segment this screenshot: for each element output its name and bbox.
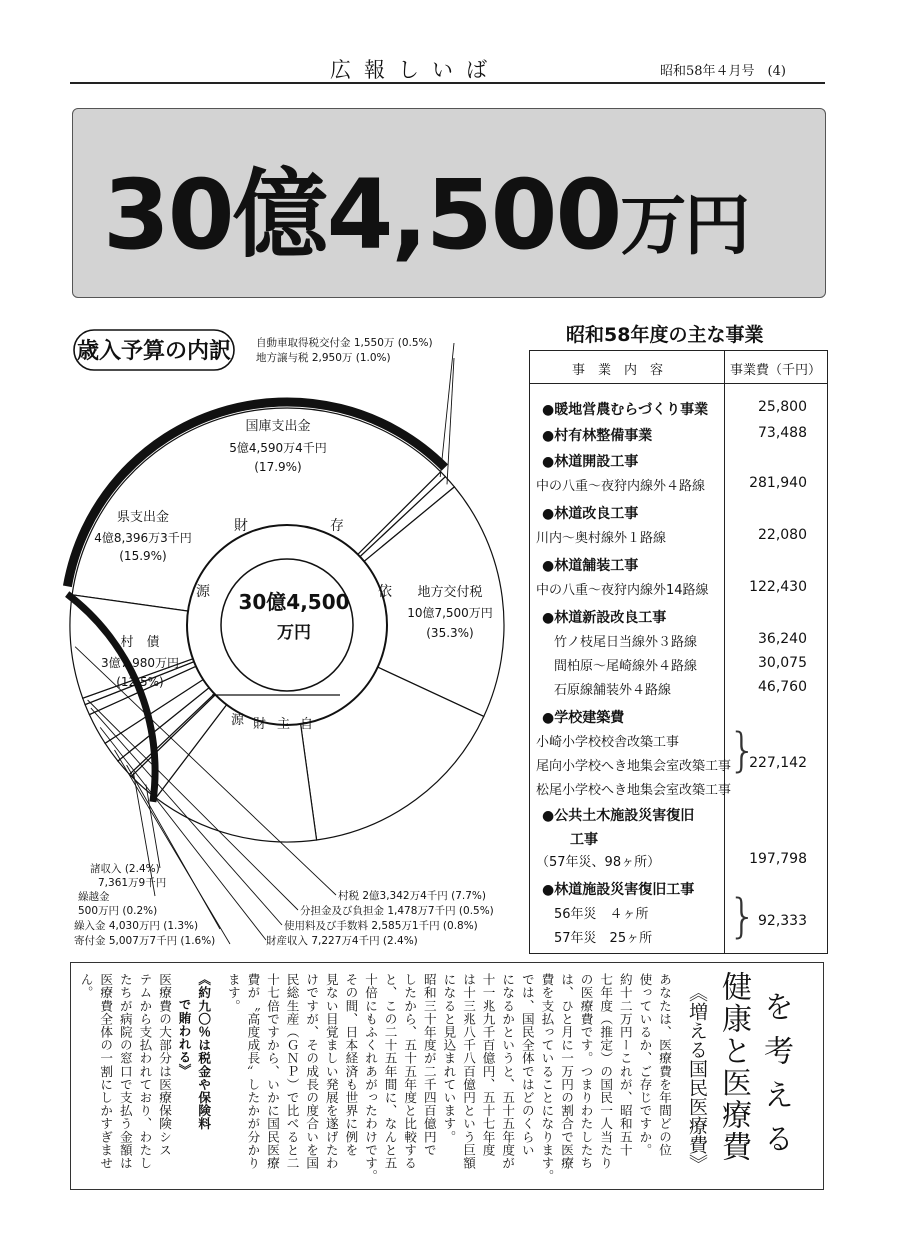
- article-subtitle: 《増える国民医療費》: [686, 983, 708, 1173]
- article-column-6: 費を支払っていることになります。: [539, 973, 555, 1183]
- issue-info: 昭和58年４月号 (4): [660, 64, 786, 79]
- article-column-20: 十七倍ですから、いかに国民医療: [265, 973, 280, 1170]
- ring-dep-2: 存: [330, 518, 344, 534]
- project-row-14: 尾向小学校へき地集会室改築工事: [536, 759, 732, 774]
- label-sai-name: 村 債: [120, 635, 160, 650]
- project-amount-18: 197,798: [749, 851, 807, 867]
- callout-shoshu-2: 7,361万9千円: [98, 877, 167, 889]
- project-row-11: 石原線舗装外４路線: [554, 683, 672, 698]
- budget-total-amount: [103, 139, 748, 276]
- label-ken-pct: (15.9%): [119, 549, 167, 563]
- projects-table-header: [530, 351, 827, 384]
- table-column-divider: [724, 351, 725, 953]
- ring-own-4: 源: [231, 713, 245, 728]
- col-content-header: 事 業 内 容: [572, 363, 664, 378]
- budget-amount-main: 30億4,500: [103, 159, 621, 271]
- pie-center-unit: 万円: [277, 623, 311, 643]
- callout-kurikoshi-1: 繰越金: [78, 891, 110, 903]
- callout-line-1: [440, 343, 454, 477]
- label-chiho-pct: (35.3%): [426, 626, 474, 640]
- ring-own-3: 財: [253, 717, 267, 732]
- pie-center-total: 30億4,500: [238, 590, 350, 614]
- article-column-28: 医療費全体の一割にしかすぎませ: [98, 973, 114, 1170]
- callout-sonzei: 村税 2億3,342万4千円 (7.7%): [338, 890, 486, 902]
- article-column-18: けですが、その成長の度合いを国: [304, 973, 320, 1170]
- project-amount-7: 122,430: [749, 579, 807, 595]
- callout-kurikoshi-2: 500万円 (0.2%): [78, 905, 158, 917]
- label-kokko-amount: 5億4,590万4千円: [229, 441, 327, 455]
- article-column-7: では、国民全体ではどのくらい: [519, 973, 535, 1157]
- project-row-7: 中の八重～夜狩内線外14路線: [536, 583, 709, 598]
- newsletter-title: 広報しいば: [330, 58, 500, 82]
- article-column-23: 《約九〇％は税金や保険料: [196, 973, 212, 1131]
- budget-banner: [72, 108, 826, 298]
- ring-dep-3: 財: [234, 518, 248, 534]
- project-row-9: 竹ノ枝尾日当線外３路線: [554, 635, 698, 650]
- project-row-16: ●公共土木施設災害復旧: [542, 808, 695, 824]
- project-amount-11: 46,760: [758, 679, 807, 695]
- project-row-21: 57年災 25ヶ所: [554, 931, 653, 946]
- project-row-12: ●学校建築費: [542, 710, 625, 726]
- callout-kifu: 寄付金 5,007万7千円 (1.6%): [74, 935, 216, 947]
- article-column-11: になると見込まれています。: [441, 973, 457, 1144]
- callout-jidosha: 自動車取得税交付金 1,550万 (0.5%): [256, 337, 433, 349]
- project-row-15: 松尾小学校へき地集会室改築工事: [536, 783, 732, 798]
- article-column-26: テムから支払われており、わたし: [137, 973, 153, 1170]
- ring-dep-4: 源: [196, 584, 210, 600]
- project-amount-0: 25,800: [758, 399, 807, 415]
- project-amount-1: 73,488: [758, 425, 807, 441]
- label-sai-amount: 3億7,980万円: [101, 656, 179, 670]
- project-row-2: ●林道開設工事: [542, 454, 639, 470]
- article-column-4: の医療費です。つまりわたしたち: [578, 973, 594, 1170]
- article-column-5: は、ひと月に一万円の割合で医療: [559, 973, 574, 1170]
- article-column-9: 十一兆九千百億円、五十七年度: [480, 973, 496, 1157]
- projects-table: [529, 350, 828, 954]
- article-column-3: 七年度（推定）の国民一人当たり: [598, 973, 614, 1170]
- project-row-3: 中の八重～夜狩内線外４路線: [536, 479, 706, 494]
- header-rule: [70, 82, 825, 84]
- project-row-17: 工事: [570, 832, 598, 848]
- project-row-4: ●林道改良工事: [542, 506, 639, 522]
- label-chiho-name: 地方交付税: [417, 585, 483, 600]
- project-row-18: （57年災、98ヶ所）: [536, 855, 661, 870]
- article-column-14: と、この二十五年間に、なんと五: [382, 973, 398, 1170]
- project-row-20: 56年災 ４ヶ所: [554, 907, 649, 922]
- label-ken-amount: 4億8,396万3千円: [94, 531, 192, 545]
- article-column-16: その間、日本経済も世界に例を: [343, 973, 359, 1157]
- brace-school: }: [728, 723, 758, 777]
- article-column-17: 見ない目覚ましい発展を遂げたわ: [323, 973, 339, 1170]
- revenue-pie-chart: [0, 300, 530, 960]
- project-amount-9: 36,240: [758, 631, 807, 647]
- project-amount-14: 227,142: [749, 755, 807, 771]
- label-kokko-pct: (17.9%): [254, 460, 302, 474]
- revenue-heading: 歳入予算の内訳: [76, 339, 232, 364]
- project-row-6: ●林道舗装工事: [542, 558, 639, 574]
- article-column-13: したから、五十五年度と比較する: [402, 973, 418, 1170]
- project-row-1: ●村有林整備事業: [542, 428, 653, 444]
- article-column-12: 昭和三十年度が二千四百億円で: [421, 973, 437, 1157]
- health-article: [70, 962, 824, 1190]
- callout-futan: 分担金及び負担金 1,478万7千円 (0.5%): [300, 905, 494, 917]
- article-column-0: あなたは、医療費を年間どの位: [657, 973, 672, 1157]
- callout-kurinyu: 繰入金 4,030万円 (1.3%): [74, 920, 199, 932]
- project-amount-10: 30,075: [758, 655, 807, 671]
- project-row-19: ●林道施設災害復旧工事: [542, 882, 695, 898]
- article-column-19: 民総生産（ＧＮＰ）で比べると二: [284, 973, 300, 1170]
- article-column-22: ます。: [225, 973, 241, 1013]
- ring-own-1: 自: [300, 717, 314, 732]
- article-column-24: で賄われる》: [176, 985, 192, 1077]
- article-column-15: 十倍にもふくれあがったわけです。: [363, 973, 378, 1183]
- projects-title: 昭和58年度の主な事業: [566, 324, 764, 346]
- project-row-8: ●林道新設改良工事: [542, 610, 667, 626]
- article-column-21: 費が〝高度成長〟したかが分かり: [245, 973, 261, 1170]
- ring-own-2: 主: [277, 717, 291, 732]
- ring-dep-1: 依: [378, 584, 392, 600]
- article-title-1: 健康と医療費: [716, 971, 751, 1163]
- article-column-25: 医療費の大部分は医療保険シス: [157, 973, 172, 1157]
- label-kokko-name: 国庫支出金: [245, 419, 311, 434]
- callout-zaisan: 財産収入 7,227万4千円 (2.4%): [266, 935, 418, 947]
- article-column-10: は十三兆八千八百億円という巨額: [461, 973, 476, 1170]
- col-cost-header: 事業費（千円）: [730, 363, 822, 378]
- project-row-13: 小崎小学校校舎改築工事: [536, 735, 680, 750]
- article-column-29: ん。: [78, 973, 94, 1000]
- label-sai-pct: (12.5%): [116, 675, 164, 689]
- article-column-8: になるかというと、五十五年度が: [500, 973, 516, 1170]
- project-amount-5: 22,080: [758, 527, 807, 543]
- article-title-2: を考える: [758, 991, 793, 1167]
- project-row-5: 川内～奥村線外１路線: [536, 531, 667, 546]
- project-row-0: ●暖地営農むらづくり事業: [542, 402, 709, 418]
- article-column-1: 使っているか、ご存じですか。: [637, 973, 653, 1157]
- callout-shoshu-1: 諸収入 (2.4%): [90, 863, 160, 875]
- label-chiho-amount: 10億7,500万円: [407, 606, 493, 620]
- project-row-10: 間柏原～尾崎線外４路線: [554, 659, 698, 674]
- budget-amount-unit: 万円: [620, 187, 749, 264]
- callout-joyo: 地方譲与税 2,950万 (1.0%): [256, 352, 391, 364]
- callout-shiyo: 使用料及び手数料 2,585万1千円 (0.8%): [284, 920, 478, 932]
- article-column-27: たちが病院の窓口で支払う金額は: [117, 973, 133, 1170]
- label-ken-name: 県支出金: [116, 510, 170, 525]
- project-amount-20: 92,333: [758, 913, 807, 929]
- project-amount-3: 281,940: [749, 475, 807, 491]
- article-column-2: 約十二万円ーこれが、昭和五十: [617, 973, 633, 1157]
- brace-forest: }: [728, 889, 758, 943]
